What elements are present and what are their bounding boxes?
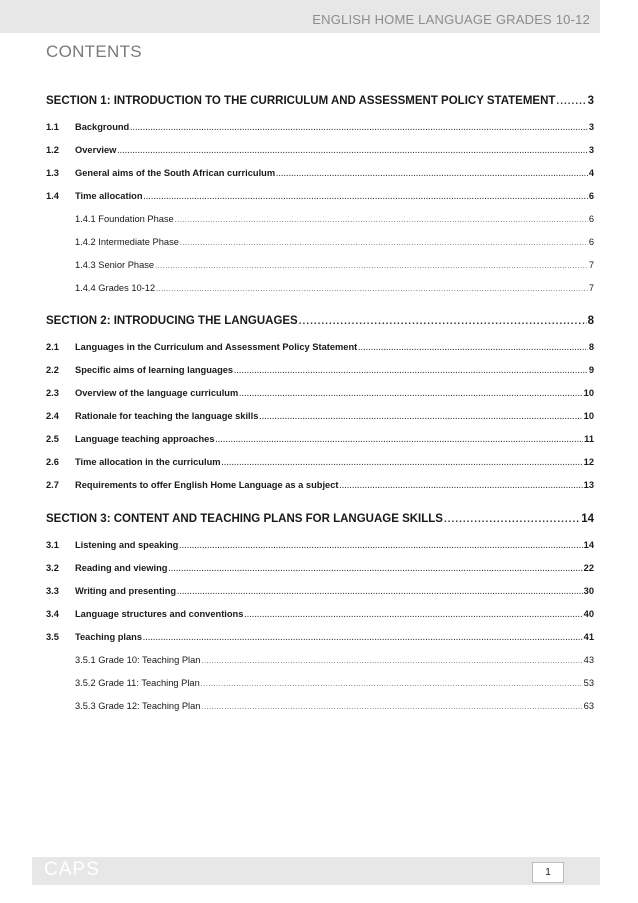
toc-page-number: 7 — [588, 260, 594, 270]
toc-page-number: 40 — [583, 609, 594, 619]
dot-leader — [201, 658, 582, 665]
toc-section-row — [46, 315, 594, 331]
toc-page-number: 3 — [587, 95, 594, 107]
toc-page-number: 7 — [588, 283, 594, 293]
toc-item-number: 3.3 — [46, 586, 59, 596]
toc-page-number: 4 — [588, 168, 594, 178]
dot-leader — [222, 460, 583, 467]
toc-entry-title: Writing and presenting — [75, 586, 177, 596]
toc-page-number: 8 — [587, 315, 594, 327]
toc-subitem-row — [46, 214, 594, 230]
toc-entry-title: Overview of the language curriculum — [75, 388, 239, 398]
toc-entry-title: 1.4.1 Foundation Phase — [75, 214, 174, 224]
toc-item-number: 2.2 — [46, 365, 59, 375]
toc-page-number: 3 — [588, 145, 594, 155]
toc-item-row — [46, 168, 594, 184]
toc-item-row — [46, 122, 594, 138]
toc-entry-title: 3.5.1 Grade 10: Teaching Plan — [75, 655, 201, 665]
dot-leader — [175, 217, 588, 224]
toc-item-number: 2.7 — [46, 480, 59, 490]
toc-subitem-row — [46, 260, 594, 276]
toc-section-row — [46, 513, 594, 529]
toc-item-number: 1.1 — [46, 122, 59, 132]
toc-page-number: 3 — [588, 122, 594, 132]
toc-page-number: 22 — [583, 563, 594, 573]
toc-item-number: 2.6 — [46, 457, 59, 467]
toc-item-number: 1.4 — [46, 191, 59, 201]
dot-leader — [244, 612, 582, 619]
toc-page-number: 53 — [583, 678, 594, 688]
dot-leader — [276, 171, 588, 178]
toc-page-number: 14 — [583, 540, 594, 550]
dot-leader — [180, 240, 588, 247]
toc-item-number: 2.4 — [46, 411, 59, 421]
toc-page-number: 30 — [583, 586, 594, 596]
toc-item-row — [46, 191, 594, 207]
document-header-title: ENGLISH HOME LANGUAGE GRADES 10-12 — [312, 12, 590, 27]
toc-item-row — [46, 145, 594, 161]
dot-leader — [117, 148, 587, 155]
toc-item-row — [46, 411, 594, 427]
toc-entry-title: 1.4.4 Grades 10-12 — [75, 283, 156, 293]
toc-entry-title: SECTION 3: CONTENT AND TEACHING PLANS FOR LANGUAGE SKILLS — [46, 513, 443, 525]
toc-page-number: 12 — [583, 457, 594, 467]
dot-leader — [339, 483, 582, 490]
toc-subitem-row — [46, 701, 594, 717]
toc-page-number: 41 — [583, 632, 594, 642]
toc-entry-title: Background — [75, 122, 130, 132]
dot-leader — [299, 316, 587, 327]
toc-page-number: 11 — [584, 434, 594, 444]
toc-item-row — [46, 342, 594, 358]
toc-item-number: 3.5 — [46, 632, 59, 642]
toc-item-number: 2.1 — [46, 342, 59, 352]
toc-page-number: 9 — [588, 365, 594, 375]
dot-leader — [130, 125, 588, 132]
toc-entry-title: 1.4.2 Intermediate Phase — [75, 237, 179, 247]
toc-item-number: 2.3 — [46, 388, 59, 398]
toc-section-row — [46, 95, 594, 111]
toc-page-number: 63 — [583, 701, 594, 711]
toc-item-row — [46, 563, 594, 579]
toc-entry-title: Overview — [75, 145, 117, 155]
toc-entry-title: Rationale for teaching the language skills — [75, 411, 259, 421]
toc-entry-title: Listening and speaking — [75, 540, 179, 550]
toc-entry-title: SECTION 1: INTRODUCTION TO THE CURRICULUM AND ASSESSMENT POLICY STATEMENT — [46, 95, 556, 107]
toc-entry-title: Languages in the Curriculum and Assessment Policy Statement — [75, 342, 358, 352]
toc-entry-title: Requirements to offer English Home Language as a subject — [75, 480, 339, 490]
toc-entry-title: Language structures and conventions — [75, 609, 244, 619]
toc-page-number: 14 — [581, 513, 594, 525]
dot-leader — [444, 514, 580, 525]
toc-subitem-row — [46, 678, 594, 694]
toc-entry-title: General aims of the South African curriculum — [75, 168, 276, 178]
toc-item-number: 3.2 — [46, 563, 59, 573]
dot-leader — [201, 704, 582, 711]
toc-entry-title: Teaching plans — [75, 632, 142, 642]
dot-leader — [201, 681, 583, 688]
toc-page-number: 10 — [583, 388, 594, 398]
toc-entry-title: 1.4.3 Senior Phase — [75, 260, 155, 270]
toc-item-row — [46, 632, 594, 648]
dot-leader — [259, 414, 582, 421]
dot-leader — [156, 286, 588, 293]
footer-band — [32, 857, 600, 885]
toc-item-number: 3.1 — [46, 540, 59, 550]
toc-entry-title: Time allocation in the curriculum — [75, 457, 221, 467]
toc-item-number: 1.2 — [46, 145, 59, 155]
dot-leader — [239, 391, 582, 398]
toc-item-row — [46, 586, 594, 602]
toc-page-number: 10 — [583, 411, 594, 421]
toc-subitem-row — [46, 237, 594, 253]
dot-leader — [179, 543, 582, 550]
toc-page-number: 6 — [588, 191, 594, 201]
toc-entry-title: Time allocation — [75, 191, 143, 201]
toc-entry-title: Language teaching approaches — [75, 434, 215, 444]
toc-subitem-row — [46, 283, 594, 299]
dot-leader — [168, 566, 582, 573]
toc-page-number: 6 — [588, 237, 594, 247]
toc-page-number: 13 — [583, 480, 594, 490]
toc-entry-title: Reading and viewing — [75, 563, 168, 573]
toc-item-row — [46, 609, 594, 625]
toc-item-number: 3.4 — [46, 609, 59, 619]
toc-item-row — [46, 434, 594, 450]
footer-caps-label: CAPS — [44, 859, 100, 880]
dot-leader — [358, 345, 588, 352]
dot-leader — [556, 96, 586, 107]
contents-heading: CONTENTS — [46, 42, 142, 61]
toc-item-row — [46, 540, 594, 556]
dot-leader — [177, 589, 583, 596]
toc-item-number: 2.5 — [46, 434, 59, 444]
toc-page-number: 8 — [588, 342, 594, 352]
dot-leader — [143, 635, 583, 642]
toc-item-row — [46, 365, 594, 381]
toc-entry-title: Specific aims of learning languages — [75, 365, 234, 375]
toc-item-row — [46, 457, 594, 473]
toc-entry-title: SECTION 2: INTRODUCING THE LANGUAGES — [46, 315, 298, 327]
dot-leader — [234, 368, 588, 375]
page-number: 1 — [532, 862, 564, 883]
toc-page-number: 43 — [583, 655, 594, 665]
dot-leader — [144, 194, 588, 201]
toc-entry-title: 3.5.2 Grade 11: Teaching Plan — [75, 678, 200, 688]
toc-item-number: 1.3 — [46, 168, 59, 178]
toc-item-row — [46, 480, 594, 496]
toc-item-row — [46, 388, 594, 404]
dot-leader — [155, 263, 588, 270]
toc-subitem-row — [46, 655, 594, 671]
toc-page-number: 6 — [588, 214, 594, 224]
dot-leader — [216, 437, 584, 444]
toc-entry-title: 3.5.3 Grade 12: Teaching Plan — [75, 701, 201, 711]
